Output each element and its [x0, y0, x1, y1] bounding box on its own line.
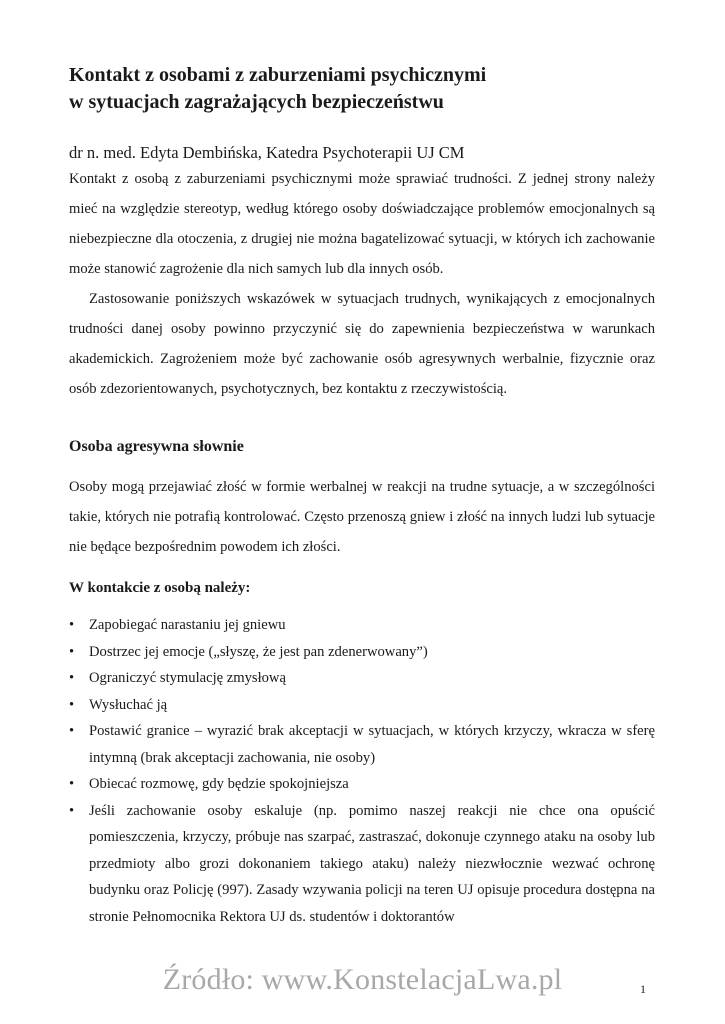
- author-line: dr n. med. Edyta Dembińska, Katedra Psychoterapii UJ CM: [69, 143, 465, 162]
- list-item: [69, 639, 655, 666]
- list-item: [69, 612, 655, 639]
- list-item: [69, 665, 655, 692]
- list-item: [69, 771, 655, 798]
- title-line-1: Kontakt z osobami z zaburzeniami psychicznymi: [69, 64, 487, 86]
- bullet-icon: •: [69, 617, 75, 633]
- document-title: [69, 62, 655, 116]
- title-line-2: w sytuacjach zagrażających bezpieczeństwu: [69, 91, 444, 113]
- bullet-icon: •: [69, 696, 75, 713]
- bullet-icon: •: [69, 802, 75, 819]
- list-item: [69, 798, 655, 931]
- list-item: [69, 692, 655, 719]
- bullet-icon: •: [69, 643, 75, 660]
- list-item-text: Wysłuchać ją: [89, 696, 168, 713]
- list-item-text: Postawić granice – wyrazić brak akceptacji w sytuacjach, w których krzyczy, wkracza w sferę intymną (brak akceptacji zachowania, nie osoby): [89, 723, 655, 766]
- list-item: [69, 718, 655, 771]
- bullet-icon: •: [69, 776, 75, 792]
- list-item-text: Ograniczyć stymulację zmysłową: [89, 670, 286, 686]
- list-heading: W kontakcie z osobą należy:: [69, 580, 251, 596]
- list-item-text: Jeśli zachowanie osoby eskaluje (np. pomimo naszej reakcji nie chce ona opuścić pomieszczenia, krzyczy, próbuje nas szarpać, zastraszać, dokonuje czynnego ataku na osoby lub przedmioty albo grozi dokonaniem takiego ataku) należy niezwłocznie wezwać ochronę budynku oraz Policję (997). Zasady wzywania policji na teren UJ opisuje procedura dostępna na stronie Pełnomocnika Rektora UJ ds. studentów i doktorantów: [89, 802, 655, 925]
- list-item-text: Dostrzec jej emocje („słyszę, że jest pan zdenerwowany”): [89, 643, 428, 660]
- source-watermark: Źródło: www.KonstelacjaLwa.pl: [162, 963, 563, 996]
- page-number: 1: [640, 982, 646, 996]
- second-paragraph: Zastosowanie poniższych wskazówek w sytuacjach trudnych, wynikających z emocjonalnych trudności danej osoby powinno przyczynić się do zapewnienia bezpieczeństwa w warunkach akademickich. Zagrożeniem może być zachowanie osób agresywnych werbalnie, fizycznie oraz osób zdezorientowanych, psychotycznych, bez kontaktu z rzeczywistością.: [69, 291, 655, 397]
- page-content: [69, 62, 655, 930]
- bullet-icon: •: [69, 723, 75, 739]
- section-paragraph: Osoby mogą przejawiać złość w formie werbalnej w reakcji na trudne sytuacje, a w szczególności takie, których nie potrafią kontrolować. Często przenoszą gniew i złość na innych ludzi lub sytuacje nie będące bezpośrednim powodem ich złości.: [69, 479, 655, 555]
- section-heading-verbal-aggression: Osoba agresywna słownie: [69, 438, 244, 455]
- list-item-text: Zapobiegać narastaniu jej gniewu: [89, 617, 286, 633]
- guidelines-list: [69, 612, 655, 930]
- bullet-icon: •: [69, 670, 75, 686]
- list-item-text: Obiecać rozmowę, gdy będzie spokojniejsza: [89, 776, 349, 792]
- intro-paragraph: Kontakt z osobą z zaburzeniami psychicznymi może sprawiać trudności. Z jednej strony należy mieć na względzie stereotyp, według którego osoby doświadczające problemów emocjonalnych są niebezpieczne dla otoczenia, z drugiej nie można bagatelizować sytuacji, w których ich zachowanie może stanowić zagrożenie dla nich samych lub dla innych osób.: [69, 171, 655, 277]
